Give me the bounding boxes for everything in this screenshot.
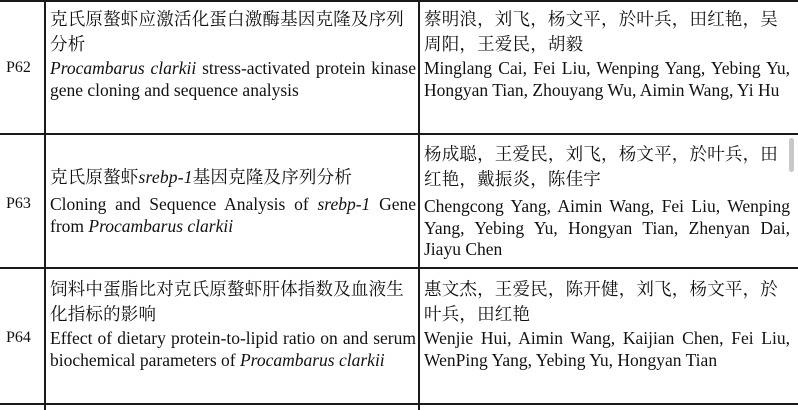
title-english — [50, 58, 416, 101]
table-rule — [0, 133, 798, 135]
entry-title — [50, 8, 416, 132]
table-rule — [0, 403, 798, 405]
title-english-text: stress-activated protein kinase gene cloning and sequence analysis — [50, 58, 416, 100]
table-rule — [0, 0, 798, 2]
title-chinese — [50, 165, 416, 191]
authors-chinese: 惠文杰，王爱民，陈开健，刘飞，杨文平，於叶兵，田红艳 — [424, 280, 778, 325]
column-divider — [418, 0, 420, 410]
title-english-text: Gene from — [50, 194, 416, 236]
title-english-text: Cloning and Sequence Analysis of — [50, 194, 318, 214]
title-chinese-text: 克氏原螯虾 — [50, 168, 139, 188]
entry-authors — [424, 8, 790, 132]
authors-chinese: 杨成聪，王爱民，刘飞，杨文平，於叶兵，田红艳，戴振炎，陈佳宇 — [424, 145, 778, 190]
entry-title — [50, 165, 416, 265]
title-chinese: 饲料中蛋脂比对克氏原螯虾肝体指数及血液生化指标的影响 — [50, 280, 404, 325]
table-rule — [0, 267, 798, 269]
species-name: Procambarus clarkii — [88, 215, 234, 236]
gene-name: srebp-1 — [317, 194, 371, 214]
gene-name: srebp-1 — [138, 167, 193, 187]
entry-authors — [424, 278, 790, 402]
column-divider — [44, 0, 46, 410]
title-chinese-text: 基因克隆及序列分析 — [192, 168, 353, 188]
entry-authors — [424, 143, 790, 265]
authors-english: Wenjie Hui, Aimin Wang, Kaijian Chen, Fei Liu, WenPing Yang, Yebing Yu, Hongyan Tian — [424, 328, 790, 370]
authors-english: Chengcong Yang, Aimin Wang, Fei Liu, Wenping Yang, Yebing Yu, Hongyan Tian, Zhenyan Dai, Jiayu Chen — [424, 196, 790, 259]
scrollbar-thumb[interactable] — [789, 138, 794, 172]
title-chinese: 克氏原螯虾应激活化蛋白激酶基因克隆及序列分析 — [50, 10, 404, 55]
entry-id: P63 — [6, 195, 31, 212]
authors-chinese: 蔡明浪，刘飞，杨文平，於叶兵，田红艳，吴周阳，王爱民，胡毅 — [424, 10, 778, 55]
species-name: Procambarus clarkii — [239, 349, 385, 370]
entry-id: P64 — [6, 329, 31, 346]
species-name: Procambarus clarkii — [50, 58, 197, 78]
authors-english: Minglang Cai, Fei Liu, Wenping Yang, Yebing Yu, Hongyan Tian, Zhouyang Wu, Aimin Wang, Yi Hu — [424, 58, 790, 100]
title-english — [50, 194, 416, 237]
entry-title — [50, 278, 416, 402]
title-english — [50, 328, 416, 371]
title-english-text: Effect of dietary protein-to-lipid ratio on and serum biochemical parameters of — [50, 328, 416, 370]
entry-id: P62 — [6, 59, 31, 76]
